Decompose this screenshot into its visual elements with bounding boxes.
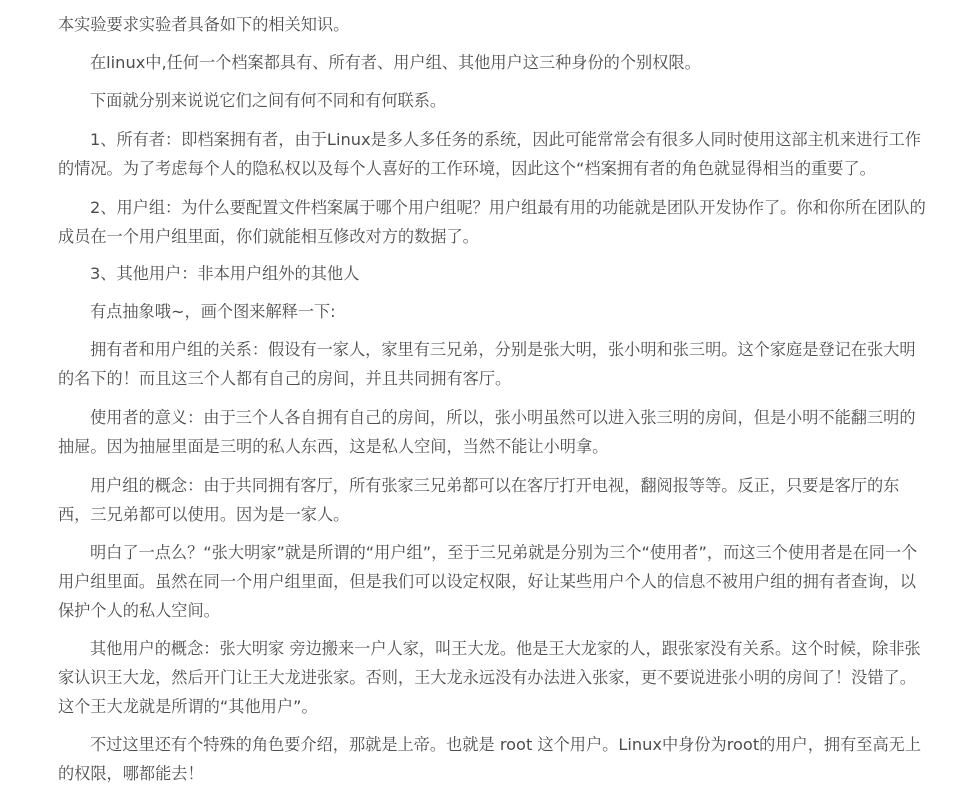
paragraph-group-concept: 用户组的概念：由于共同拥有客厅，所有张家三兄弟都可以在客厅打开电视，翻阅报等等。反正，只要是客厅的东西，三兄弟都可以使用。因为是一家人。	[58, 476, 900, 524]
paragraph-abstract: 有点抽象哦~，画个图来解释一下:	[90, 302, 336, 321]
paragraph-others: 3、其他用户：非本用户组外的其他人	[90, 264, 360, 283]
paragraph-overview: 下面就分别来说说它们之间有何不同和有何联系。	[90, 91, 447, 110]
paragraph-understanding: 明白了一点么？“张大明家”就是所谓的“用户组”，至于三兄弟就是分别为三个“使用者”，而这三个使用者是在同一个用户组里面。虽然在同一个用户组里面，但是我们可以设定权限，好让某些用户个人的信息不被用户组的拥有者查询，以保护个人的私人空间。	[58, 543, 918, 620]
paragraph-other-users-concept: 其他用户的概念：张大明家 旁边搬来一户人家，叫王大龙。他是王大龙家的人，跟张家没有关系。这个时候，除非张家认识王大龙，然后开门让王大龙进张家。否则，王大龙永远没有办法进入张家，更不要说进张小明的房间了！没错了。这个王大龙就是所谓的“其他用户”。	[58, 639, 921, 716]
paragraph-permissions: 在linux中,任何一个档案都具有、所有者、用户组、其他用户这三种身份的个别权限。	[90, 53, 701, 72]
paragraph-owner-group-relation: 拥有者和用户组的关系：假设有一家人，家里有三兄弟，分别是张大明，张小明和张三明。这个家庭是登记在张大明的名下的！而且这三个人都有自己的房间，并且共同拥有客厅。	[58, 340, 916, 388]
paragraph-owner: 1、所有者：即档案拥有者，由于Linux是多人多任务的系统，因此可能常常会有很多人同时使用这部主机来进行工作的情况。为了考虑每个人的隐私权以及每个人喜好的工作环境，因此这个“档案拥有者的角色就显得相当的重要了。	[58, 130, 921, 178]
paragraph-intro: 本实验要求实验者具备如下的相关知识。	[58, 15, 350, 34]
paragraph-group: 2、用户组：为什么要配置文件档案属于哪个用户组呢？用户组最有用的功能就是团队开发协作了。你和你所在团队的成员在一个用户组里面，你们就能相互修改对方的数据了。	[58, 198, 926, 246]
paragraph-user-meaning: 使用者的意义：由于三个人各自拥有自己的房间，所以，张小明虽然可以进入张三明的房间，但是小明不能翻三明的抽屉。因为抽屉里面是三明的私人东西，这是私人空间，当然不能让小明拿。	[58, 408, 916, 456]
paragraph-root: 不过这里还有个特殊的角色要介绍，那就是上帝。也就是 root 这个用户。Linux中身份为root的用户，拥有至高无上的权限，哪都能去！	[58, 735, 922, 783]
